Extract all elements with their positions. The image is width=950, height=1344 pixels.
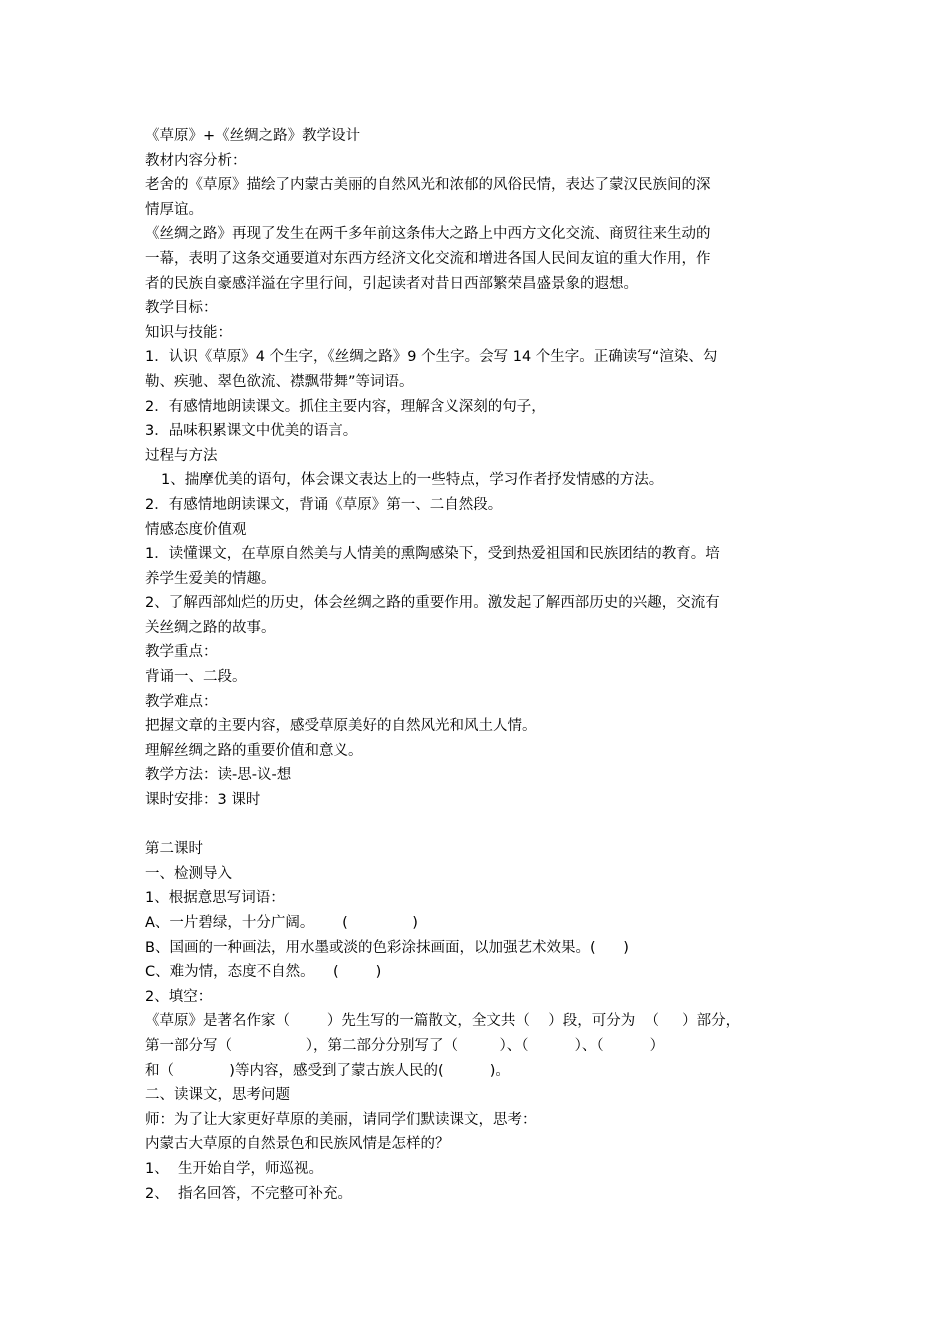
text-line: 教材内容分析： xyxy=(145,152,247,169)
text-line: 教学目标： xyxy=(145,300,218,317)
text-line: 2．有感情地朗读课文，背诵《草原》第一、二自然段。 xyxy=(145,496,503,513)
text-line: 内蒙古大草原的自然景色和民族风情是怎样的？ xyxy=(145,1136,450,1153)
document-body xyxy=(145,124,815,1206)
text-line: 2．有感情地朗读课文。抓住主要内容，理解含义深刻的句子， xyxy=(145,398,546,415)
text-line: 情厚谊。 xyxy=(145,201,203,218)
text-line: C、难为情，态度不自然。 ( ) xyxy=(145,964,382,981)
text-line: 《丝绸之路》再现了发生在两千多年前这条伟大之路上中西方文化交流、商贸往来生动的 xyxy=(145,226,711,243)
section-intro-and-goals xyxy=(145,149,815,469)
section-values-and-methods xyxy=(145,493,815,813)
text-line: 2、填空： xyxy=(145,988,213,1005)
text-line: A、一片碧绿，十分广阔。 ( ) xyxy=(145,915,418,931)
text-line: 教学重点： xyxy=(145,644,218,661)
text-line: 第二课时 xyxy=(145,841,203,858)
text-line: 1、 生开始自学，师巡视。 xyxy=(145,1160,323,1177)
text-line: 一幕，表明了这条交通要道对东西方经济文化交流和增进各国人民间友谊的重大作用，作 xyxy=(145,250,711,267)
text-line: 2、了解西部灿烂的历史，体会丝绸之路的重要作用。激发起了解西部历史的兴趣，交流有 xyxy=(145,595,720,612)
document-title: 《草原》+《丝绸之路》教学设计 xyxy=(145,128,361,144)
text-line: 3．品味积累课文中优美的语言。 xyxy=(145,423,358,440)
text-line: 课时安排：3 课时 xyxy=(145,792,261,809)
text-line: 师：为了让大家更好草原的美丽，请同学们默读课文，思考： xyxy=(145,1111,537,1128)
text-line: 养学生爱美的情趣。 xyxy=(145,570,276,587)
text-line: 理解丝绸之路的重要价值和意义。 xyxy=(145,742,363,759)
text-line: 1、根据意思写词语： xyxy=(145,890,285,907)
text-line: 关丝绸之路的故事。 xyxy=(145,619,276,636)
text-line-indented: 1、揣摩优美的语句，体会课文表达上的一些特点，学习作者抒发情感的方法。 xyxy=(161,472,664,489)
blank-line xyxy=(145,813,815,838)
text-line: 勒、疾驰、翠色欲流、襟飘带舞”等词语。 xyxy=(145,373,414,390)
text-line: 1．认识《草原》4 个生字，《丝绸之路》9 个生字。会写 14 个生字。正确读写“渲染、勾 xyxy=(145,349,718,366)
text-line: 2、 指名回答，不完整可补充。 xyxy=(145,1185,352,1202)
text-line: B、国画的一种画法，用水墨或淡的色彩涂抹画面，以加强艺术效果。( ) xyxy=(145,939,629,956)
text-line: 第一部分写（ ），第二部分分别写了（ ）、（ ）、（ ） xyxy=(145,1037,665,1054)
text-line: 知识与技能： xyxy=(145,324,232,341)
section-second-lesson xyxy=(145,837,815,1206)
text-line: 过程与方法 xyxy=(145,447,218,464)
text-line: 把握文章的主要内容，感受草原美好的自然风光和风土人情。 xyxy=(145,718,537,735)
text-line: 背诵一、二段。 xyxy=(145,669,247,686)
text-line: 二、读课文，思考问题 xyxy=(145,1087,290,1104)
text-line: 和（ )等内容，感受到了蒙古族人民的( )。 xyxy=(145,1062,510,1079)
text-line: 《草原》是著名作家（ ）先生写的一篇散文，全文共（ ）段，可分为 （ ）部分， xyxy=(145,1013,741,1030)
text-line: 者的民族自豪感洋溢在字里行间，引起读者对昔日西部繁荣昌盛景象的遐想。 xyxy=(145,275,638,292)
text-line: 1．读懂课文，在草原自然美与人情美的熏陶感染下，受到热爱祖国和民族团结的教育。培 xyxy=(145,546,720,563)
text-line: 老舍的《草原》描绘了内蒙古美丽的自然风光和浓郁的风俗民情，表达了蒙汉民族间的深 xyxy=(145,177,711,194)
text-line: 教学方法：读-思-议-想 xyxy=(145,767,292,784)
text-line: 一、检测导入 xyxy=(145,865,232,882)
text-line: 教学难点： xyxy=(145,693,218,710)
text-line: 情感态度价值观 xyxy=(145,521,247,538)
